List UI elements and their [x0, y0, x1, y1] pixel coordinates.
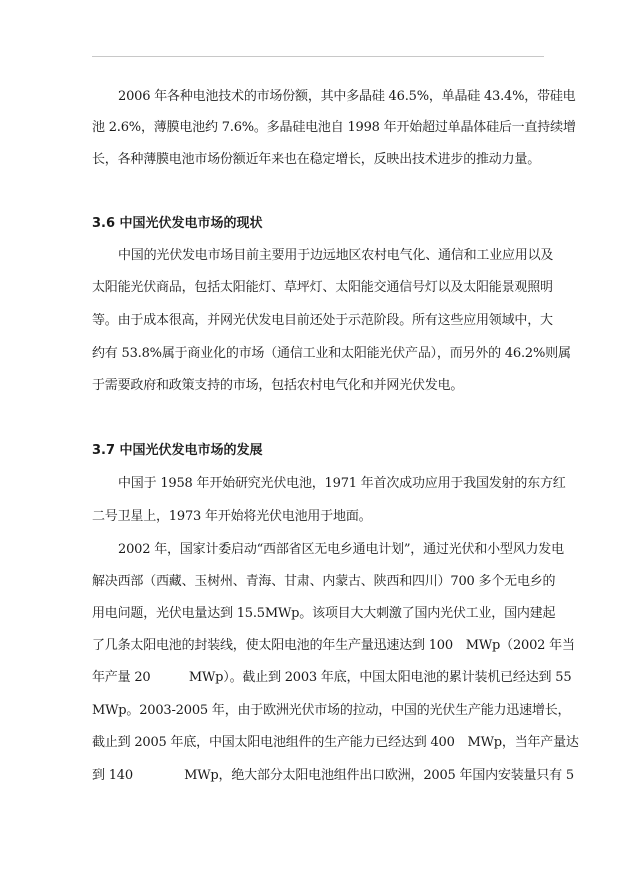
- paragraph-line: 用电问题，光伏电量达到 15.5MWp。该项目大大刺激了国内光伏工业，国内建起: [92, 606, 556, 621]
- paragraph-line: 年产量 20 MWp）。截止到 2003 年底，中国太阳电池的累计装机已经达到 55: [92, 670, 572, 685]
- paragraph-line: 中国于 1958 年开始研究光伏电池，1971 年首次成功应用于我国发射的东方红: [118, 476, 566, 491]
- paragraph-line: 池 2.6%，薄膜电池约 7.6%。多晶硅电池自 1998 年开始超过单晶体硅后一直持续增: [92, 120, 576, 135]
- paragraph-line: 2006 年各种电池技术的市场份额，其中多晶硅 46.5%，单晶硅 43.4%，带硅电: [118, 89, 576, 104]
- paragraph-line: 等。由于成本很高，并网光伏发电目前还处于示范阶段。所有这些应用领域中，大: [92, 313, 553, 328]
- paragraph-line: 截止到 2005 年底，中国太阳电池组件的生产能力已经达到 400 MWp，当年产量达: [92, 735, 579, 750]
- section-heading-3-6: 3.6 中国光伏发电市场的现状: [92, 216, 263, 231]
- section-heading-3-7: 3.7 中国光伏发电市场的发展: [92, 443, 263, 458]
- paragraph-line: MWp。2003-2005 年，由于欧洲光伏市场的拉动，中国的光伏生产能力迅速增长，: [92, 703, 571, 718]
- paragraph-line: 到 140 MWp，绝大部分太阳电池组件出口欧洲，2005 年国内安装量只有 5: [92, 768, 574, 783]
- paragraph-line: 解决西部（西藏、玉树州、青海、甘肃、内蒙古、陕西和四川）700 多个无电乡的: [92, 574, 556, 589]
- paragraph-line: 了几条太阳电池的封装线，使太阳电池的年生产量迅速达到 100 MWp（2002 年当: [92, 638, 575, 653]
- header-rule: [92, 56, 544, 57]
- paragraph-line: 中国的光伏发电市场目前主要用于边远地区农村电气化、通信和工业应用以及: [118, 248, 554, 263]
- paragraph-line: 2002 年，国家计委启动“西部省区无电乡通电计划”，通过光伏和小型风力发电: [118, 542, 564, 557]
- paragraph-line: 约有 53.8%属于商业化的市场（通信工业和太阳能光伏产品），而另外的 46.2%则属: [92, 346, 571, 361]
- paragraph-line: 于需要政府和政策支持的市场，包括农村电气化和并网光伏发电。: [92, 378, 464, 393]
- paragraph-line: 太阳能光伏商品，包括太阳能灯、草坪灯、太阳能交通信号灯以及太阳能景观照明: [92, 280, 553, 295]
- paragraph-line: 二号卫星上，1973 年开始将光伏电池用于地面。: [92, 509, 372, 524]
- paragraph-line: 长，各种薄膜电池市场份额近年来也在稳定增长，反映出技术进步的推动力量。: [92, 152, 541, 167]
